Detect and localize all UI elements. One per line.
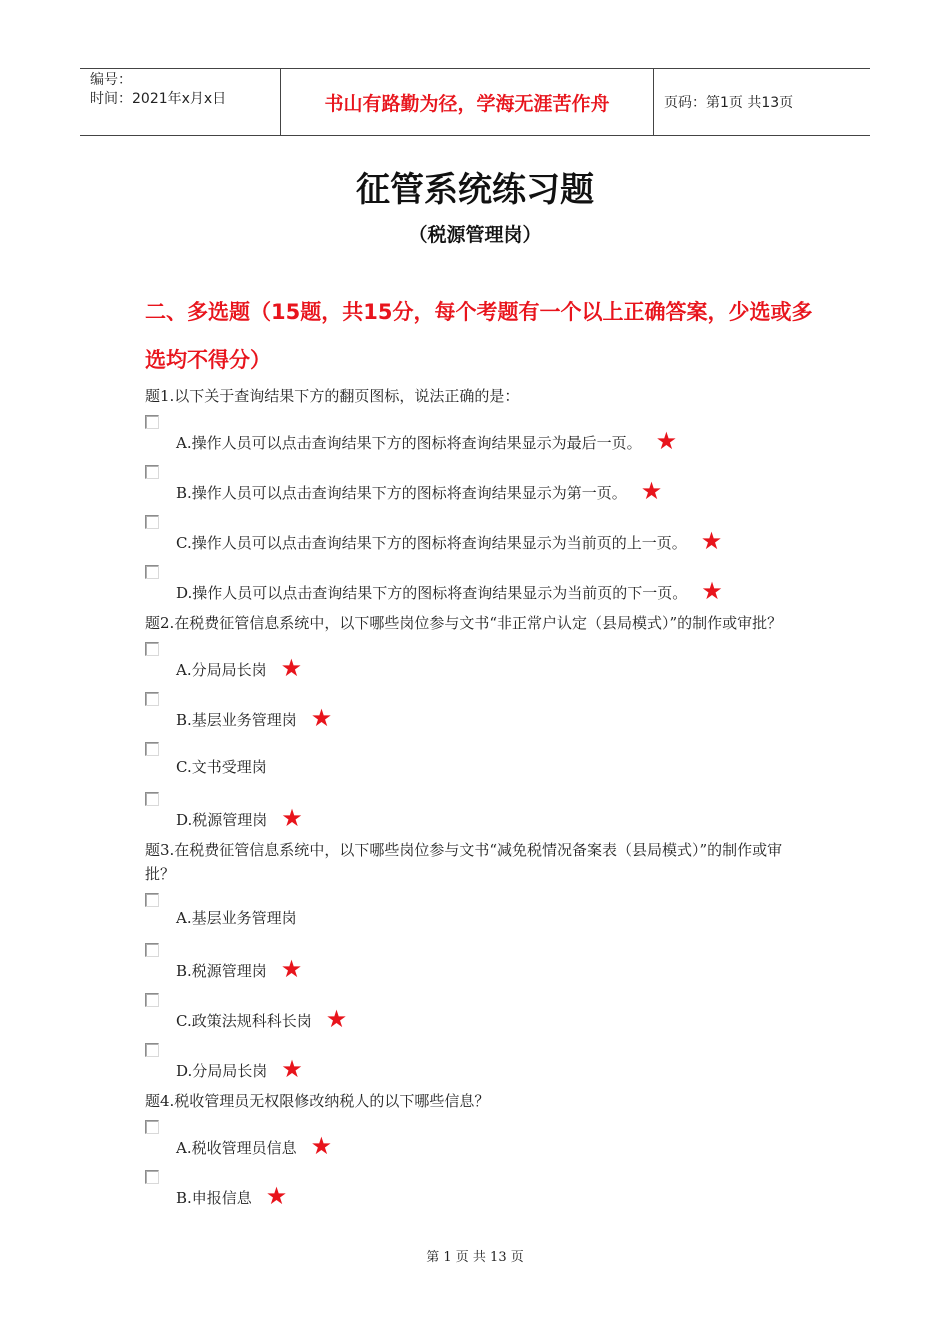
answer-checkbox[interactable] bbox=[145, 565, 159, 579]
answer-option bbox=[145, 788, 805, 838]
answer-option bbox=[145, 939, 805, 989]
option-label: A.税收管理员信息 bbox=[176, 1139, 297, 1157]
answer-checkbox[interactable] bbox=[145, 415, 159, 429]
correct-answer-star-icon: ★ bbox=[655, 427, 678, 455]
answer-checkbox[interactable] bbox=[145, 742, 159, 756]
answer-checkbox[interactable] bbox=[145, 1043, 159, 1057]
option-label-line bbox=[176, 1133, 332, 1160]
option-label-line bbox=[176, 578, 723, 605]
option-label-line bbox=[176, 956, 302, 983]
answer-option bbox=[145, 889, 805, 939]
correct-answer-star-icon: ★ bbox=[640, 477, 663, 505]
answer-option bbox=[145, 1116, 805, 1166]
correct-answer-star-icon: ★ bbox=[701, 577, 723, 605]
document-title: 征管系统练习题 bbox=[356, 170, 594, 210]
option-label-line bbox=[176, 805, 303, 832]
question-text: 题1.以下关于查询结果下方的翻页图标，说法正确的是： bbox=[145, 387, 520, 405]
option-label: D.操作人员可以点击查询结果下方的图标将查询结果显示为当前页的下一页。 bbox=[176, 584, 688, 602]
option-label-line bbox=[176, 1056, 303, 1083]
option-label-line bbox=[176, 655, 302, 682]
answer-checkbox[interactable] bbox=[145, 515, 159, 529]
option-label-line bbox=[176, 1183, 287, 1210]
option-label: D.税源管理岗 bbox=[176, 811, 268, 829]
correct-answer-star-icon: ★ bbox=[280, 654, 303, 682]
correct-answer-star-icon: ★ bbox=[700, 527, 723, 555]
option-label: C.政策法规科科长岗 bbox=[176, 1012, 312, 1030]
correct-answer-star-icon: ★ bbox=[310, 1132, 333, 1160]
option-label-line bbox=[176, 478, 662, 505]
header-page-info: 页码：第1页 共13页 bbox=[664, 95, 794, 111]
correct-answer-star-icon: ★ bbox=[265, 1182, 288, 1210]
option-label-line bbox=[176, 428, 677, 455]
answer-option bbox=[145, 688, 805, 738]
option-label: A.基层业务管理岗 bbox=[176, 909, 297, 927]
answer-checkbox[interactable] bbox=[145, 642, 159, 656]
answer-option bbox=[145, 411, 805, 461]
option-label: B.操作人员可以点击查询结果下方的图标将查询结果显示为第一页。 bbox=[176, 484, 627, 502]
question-list bbox=[145, 384, 805, 1216]
correct-answer-star-icon: ★ bbox=[310, 704, 333, 732]
answer-option bbox=[145, 738, 805, 788]
option-label: D.分局局长岗 bbox=[176, 1062, 268, 1080]
document-subtitle: （税源管理岗） bbox=[408, 224, 542, 246]
answer-checkbox[interactable] bbox=[145, 943, 159, 957]
answer-checkbox[interactable] bbox=[145, 993, 159, 1007]
header-meta bbox=[80, 69, 281, 135]
document-number-label: 编号： bbox=[90, 72, 132, 88]
option-label: B.基层业务管理岗 bbox=[176, 711, 297, 729]
answer-checkbox[interactable] bbox=[145, 1120, 159, 1134]
answer-option bbox=[145, 1039, 805, 1089]
answer-option bbox=[145, 461, 805, 511]
section-heading: 二、多选题（15题，共15分，每个考题有一个以上正确答案，少选或多选均不得分） bbox=[145, 300, 813, 372]
answer-checkbox[interactable] bbox=[145, 465, 159, 479]
option-label-line bbox=[176, 528, 722, 555]
answer-option bbox=[145, 638, 805, 688]
correct-answer-star-icon: ★ bbox=[325, 1005, 348, 1033]
correct-answer-star-icon: ★ bbox=[280, 955, 303, 983]
option-label-line bbox=[176, 906, 297, 930]
question-text: 题2.在税费征管信息系统中，以下哪些岗位参与文书“非正常户认定（县局模式）”的制作或审批？ bbox=[145, 614, 783, 632]
question-text: 题4.税收管理员无权限修改纳税人的以下哪些信息？ bbox=[145, 1092, 490, 1110]
option-label-line bbox=[176, 1006, 347, 1033]
correct-answer-star-icon: ★ bbox=[281, 1055, 303, 1083]
answer-option bbox=[145, 561, 805, 611]
option-label: A.操作人员可以点击查询结果下方的图标将查询结果显示为最后一页。 bbox=[176, 434, 642, 452]
answer-checkbox[interactable] bbox=[145, 1170, 159, 1184]
option-label-line bbox=[176, 705, 332, 732]
answer-option bbox=[145, 511, 805, 561]
header-motto: 书山有路勤为径，学海无涯苦作舟 bbox=[281, 69, 654, 135]
answer-option bbox=[145, 1166, 805, 1216]
page-header bbox=[80, 68, 870, 136]
answer-checkbox[interactable] bbox=[145, 692, 159, 706]
option-label: C.文书受理岗 bbox=[176, 758, 267, 776]
answer-checkbox[interactable] bbox=[145, 792, 159, 806]
answer-checkbox[interactable] bbox=[145, 893, 159, 907]
question-text: 题3.在税费征管信息系统中，以下哪些岗位参与文书“减免税情况备案表（县局模式）”的制作或审批？ bbox=[145, 841, 783, 883]
option-label: B.税源管理岗 bbox=[176, 962, 267, 980]
page-footer: 第 1 页 共 13 页 bbox=[426, 1250, 524, 1265]
correct-answer-star-icon: ★ bbox=[281, 804, 303, 832]
option-label: B.申报信息 bbox=[176, 1189, 252, 1207]
option-label-line bbox=[176, 755, 267, 779]
answer-option bbox=[145, 989, 805, 1039]
option-label: C.操作人员可以点击查询结果下方的图标将查询结果显示为当前页的上一页。 bbox=[176, 534, 687, 552]
document-time-label: 时间：2021年x月x日 bbox=[90, 91, 227, 107]
option-label: A.分局局长岗 bbox=[176, 661, 267, 679]
